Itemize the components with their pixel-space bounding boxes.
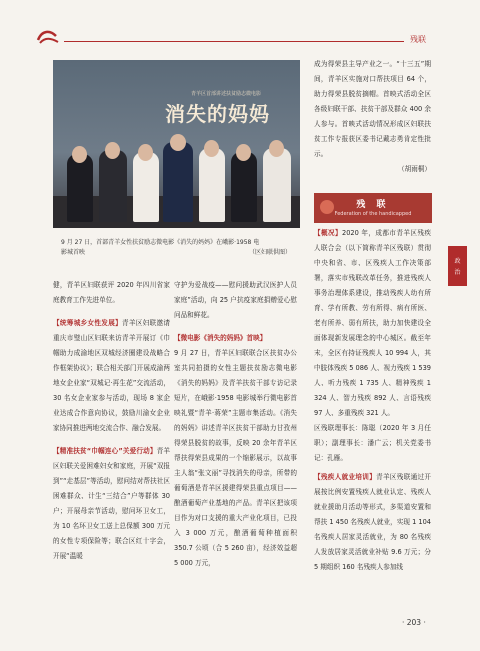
- paragraph: 成为得荣县主导产业之一。“十三五”期间，青羊区实施对口帮扶项目 64 个，助力得荣县脱贫摘帽。首映式活动全区各级妇联干部、扶贫干部及群众 400 余人参与。首映式活动情况形成区妇联扶贫工作专报获区委书记戴志勇肯定性批示。: [314, 60, 431, 158]
- paragraph: 区残联理事长：陈聪（2020 年 3 月任职）；副理事长：潘广云；机关党委书记：孔雁。: [314, 424, 431, 462]
- section-heading: 【残疾人就业培训】: [314, 473, 377, 481]
- photo-credit: （区妇联供图）: [248, 249, 291, 256]
- page-header: [0, 0, 480, 56]
- column-left: [53, 278, 170, 564]
- header-rule: [64, 41, 404, 42]
- caption-line-1: 9 月 27 日，首部青羊女性扶贫励志微电影《消失的妈妈》在峨影·1958 电: [61, 239, 260, 246]
- section-title: 残联: [410, 35, 426, 44]
- banner-subheading: Federation of the handicapped: [334, 211, 412, 217]
- paragraph: 【精准扶贫“巾帼连心”关爱行动】青羊区妇联关爱困难妇女和家庭，开展“双报到”“走基层”等活动，慰问结对帮扶社区困难群众、计生“三结合”户等群体 30 户；开展母亲节活动，慰问环卫女工，为 10 名环卫女工送上总保额 300 万元的女性专项保险等；联合区红十字会，开展“温暖: [53, 447, 171, 560]
- person-figure: [67, 154, 93, 222]
- section-heading: 【概况】: [314, 229, 343, 237]
- section-banner: [314, 193, 432, 223]
- paragraph: 健，青羊区妇联获评 2020 年四川省家庭教育工作先进单位。: [53, 281, 170, 304]
- paragraph: 【概况】2020 年，成都市青羊区残疾人联合会（以下简称青羊区残联）贯彻中央和省、市、区残疾人工作决策部署，落实市残联改革任务，推进残疾人事务治理体系建设，推动残疾人幼有所育、学有所教、劳有所得、病有所医、老有所养、弱有所扶，助力加快建设全面体现新发展理念的中心城区。截至年末，全区有持证残疾人 10 994 人，其中肢体残疾 5 086 人、视力残疾 1 539 人、听力残疾 1 735 人、精神残疾 1 324 人、智力残疾 892 人、言语残疾 97 人、多重残疾 321 人。: [314, 229, 431, 417]
- banner-subtitle: 青羊区首部讲述扶贫励志微电影: [191, 91, 262, 97]
- tab-char-2: 治: [454, 269, 461, 276]
- person-figure: [231, 152, 257, 222]
- logo-icon: [36, 28, 60, 46]
- person-head: [204, 140, 219, 157]
- banner-title: 消失的妈妈: [165, 102, 270, 126]
- banner-heading: 残 联: [356, 200, 390, 210]
- person-head: [236, 144, 251, 161]
- person-head: [170, 134, 186, 151]
- paragraph: 【微电影《消失的妈妈》首映】 9 月 27 日，青羊区妇联联合区扶贫办公室共同拍摄的女性主题扶贫励志微电影《消失的妈妈》及青羊扶贫干部专访记录短片，在峨影·1958 电影城举行微电影首映礼暨“青羊·蒋荣”主题市集活动。《消失的妈妈》讲述青羊区扶贫干部助力甘孜州得荣县脱贫的故事，反映 20 余年青羊区帮扶得荣县成果的一个缩影展示，以故事主人翁“张文丽”寻找消失的母亲，所带的葡萄酒是青羊区援建得荣县重点项目——酿酒葡萄产业基地的产品。青羊区把该项目作为对口支援的重大产业化项目，已投入 3 000 万元，酿酒葡萄种植面积 350.7 公顷（合 5 260 亩），经济效益超 5 000 万元，: [174, 334, 297, 567]
- person-figure: [99, 150, 127, 222]
- section-heading: 【微电影《消失的妈妈》首映】: [174, 334, 267, 342]
- person-figure: [133, 152, 159, 222]
- page-number: · 203 ·: [402, 618, 426, 627]
- column-middle: [174, 278, 297, 571]
- event-photo: [53, 60, 300, 228]
- section-heading: 【精准扶贫“巾帼连心”关爱行动】: [53, 447, 157, 455]
- tab-char-1: 政: [454, 258, 461, 265]
- paragraph: 守护为爱战疫——慰问援助武汉医护人员家庭”活动，向 25 户抗疫家庭捐赠爱心慰问品和鲜花。: [174, 281, 297, 319]
- column-right-bottom: [314, 226, 431, 575]
- person-head: [138, 144, 153, 161]
- person-head: [72, 146, 87, 163]
- section-heading: 【统筹城乡女性发展】: [53, 319, 123, 327]
- chapter-tab: [448, 246, 467, 286]
- photo-caption: [61, 238, 297, 258]
- person-figure: [199, 148, 225, 222]
- person-figure: [263, 148, 291, 222]
- byline: （胡雨桐）: [398, 165, 431, 173]
- paragraph: 【统筹城乡女性发展】青羊区妇联邀请重庆市璧山区妇联来访青羊开展订《巾帼助力成渝地区双城经济圈建设战略合作框架协议》；联合相关部门开展成渝两地女企业家“双城记·再生花”交流活动，30 名女企业家参与活动，现场 8 家企业达成合作意向协议，鼓励川渝女企业家协同推进两地交流合作、融合发展。: [53, 319, 171, 432]
- person-figure: [163, 142, 193, 222]
- person-head: [105, 142, 120, 159]
- caption-line-2: 影城首映 （区妇联供图）: [61, 248, 297, 258]
- paragraph: 【残疾人就业培训】青羊区残联通过开展按比例安置残疾人就业认定、残疾人就业援助月活动等形式，多渠道安置和帮扶 1 450 名残疾人就业，实现 1 104 名残疾人居家灵活就业，为 80 名残疾人发放居家灵活就业补贴 9.6 万元；分 5 期组织 160 名残疾人参加线: [314, 473, 432, 571]
- person-head: [269, 140, 284, 157]
- column-right-top: [314, 57, 431, 177]
